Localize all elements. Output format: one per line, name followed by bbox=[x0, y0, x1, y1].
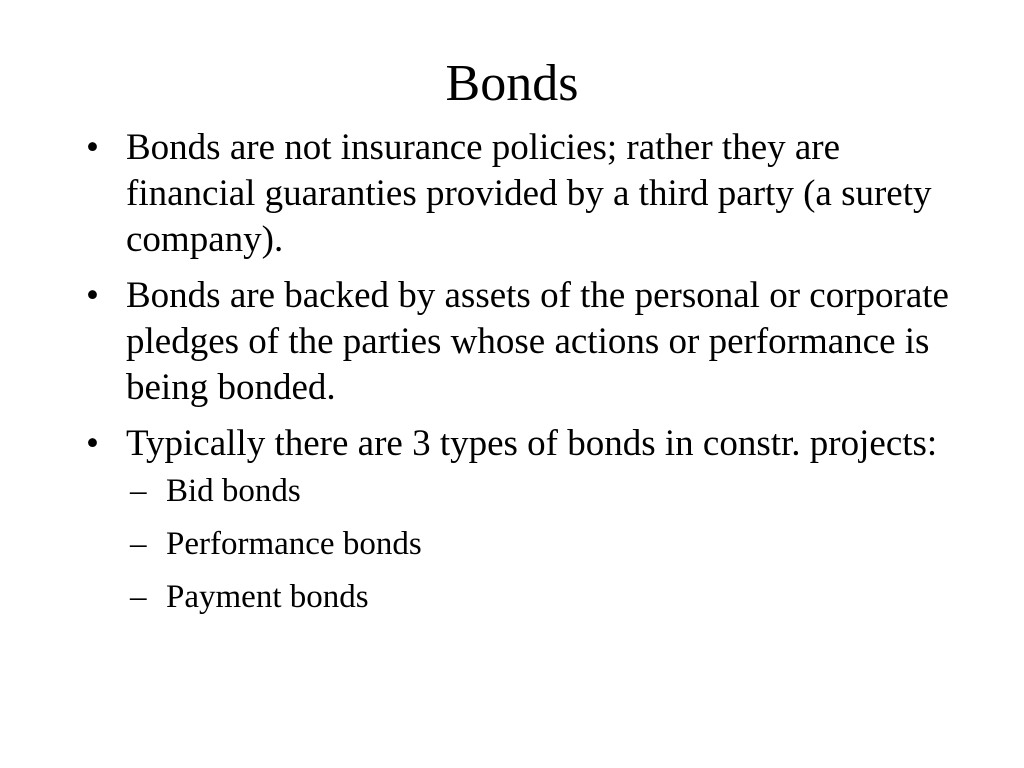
bullet-marker: • bbox=[86, 127, 99, 168]
sub-bullet-text: Payment bonds bbox=[166, 579, 369, 615]
sub-bullet-item bbox=[118, 524, 976, 564]
sub-bullet-marker: – bbox=[130, 526, 147, 562]
bullet-item bbox=[86, 125, 976, 263]
sub-bullet-marker: – bbox=[130, 579, 147, 615]
sub-bullet-item bbox=[118, 577, 976, 617]
bullet-marker: • bbox=[86, 275, 99, 316]
bullet-text: Typically there are 3 types of bonds in constr. projects: bbox=[126, 423, 938, 464]
sub-bullet-item bbox=[118, 471, 976, 511]
sub-bullet-marker: – bbox=[130, 473, 147, 509]
bullet-item bbox=[86, 273, 976, 411]
bullet-text: Bonds are backed by assets of the personal or corporate pledges of the parties whose actions or performance is being bonded. bbox=[126, 275, 949, 408]
bullet-marker: • bbox=[86, 423, 99, 464]
sub-bullet-text: Performance bonds bbox=[166, 526, 422, 562]
sub-bullet-list bbox=[126, 471, 976, 617]
sub-bullet-text: Bid bonds bbox=[166, 473, 301, 509]
slide-title: Bonds bbox=[445, 55, 579, 112]
bullet-item bbox=[86, 421, 976, 617]
bullet-list bbox=[86, 125, 976, 630]
bullet-text: Bonds are not insurance policies; rather they are financial guaranties provided by a third party (a surety company). bbox=[126, 127, 932, 260]
